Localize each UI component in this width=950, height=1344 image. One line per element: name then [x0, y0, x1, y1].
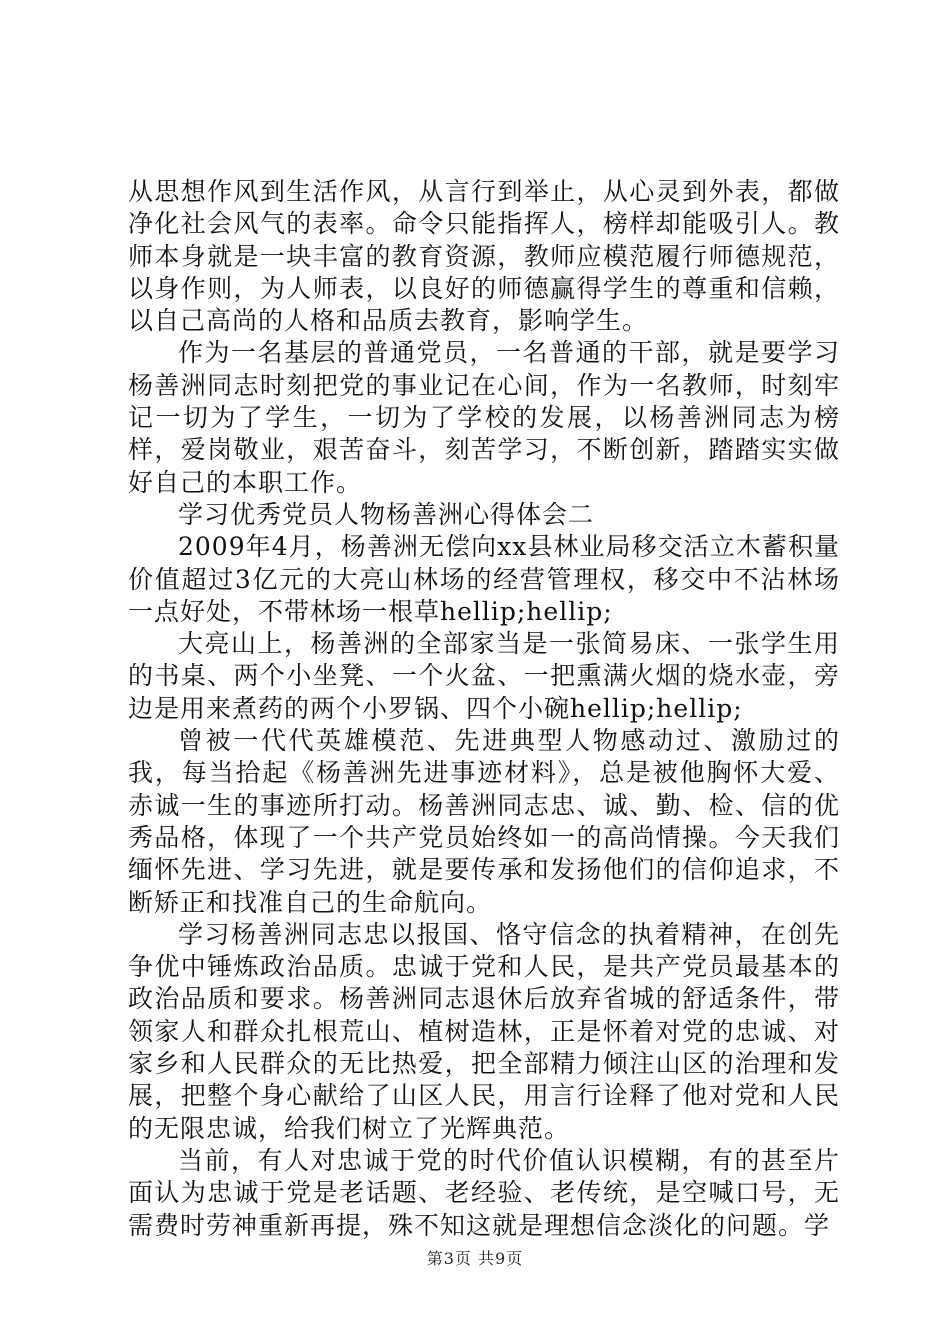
paragraph-1: 从思想作风到生活作风，从言行到举止，从心灵到外表，都做净化社会风气的表率。命令只能指挥人，榜样却能吸引人。教师本身就是一块丰富的教育资源，教师应模范履行师德规范，以身作则，为人师表，以良好的师德赢得学生的尊重和信赖，以自己高尚的人格和品质去教育，影响学生。 — [128, 177, 840, 336]
paragraph-5: 大亮山上，杨善洲的全部家当是一张简易床、一张学生用的书桌、两个小坐凳、一个火盆、一把熏满火烟的烧水壶，旁边是用来煮药的两个小罗锅、四个小碗hellip;hellip; — [128, 629, 840, 723]
paragraph-2: 作为一名基层的普通党员，一名普通的干部，就是要学习杨善洲同志时刻把党的事业记在心间，作为一名教师，时刻牢记一切为了学生，一切为了学校的发展，以杨善洲同志为榜样，爱岗敬业，艰苦奋斗，刻苦学习，不断创新，踏踏实实做好自己的本职工作。 — [128, 338, 840, 497]
page-footer — [0, 1246, 950, 1269]
paragraph-4: 2009年4月，杨善洲无偿向xx县林业局移交活立木蓄积量价值超过3亿元的大亮山林场的经营管理权，移交中不沾林场一点好处，不带林场一根草hellip;hellip; — [128, 532, 840, 626]
document-body — [128, 176, 840, 1242]
section-heading: 学习优秀党员人物杨善洲心得体会二 — [178, 499, 595, 529]
page-number-label: 第3页 共9页 — [426, 1249, 524, 1268]
paragraph-8: 当前，有人对忠诚于党的时代价值认识模糊，有的甚至片面认为忠诚于党是老话题、老经验、老传统，是空喊口号，无需费时劳神重新再提，殊不知这就是理想信念淡化的问题。学 — [128, 1145, 840, 1240]
paragraph-6: 曾被一代代英雄模范、先进典型人物感动过、激励过的我，每当拾起《杨善洲先进事迹材料》，总是被他胸怀大爱、赤诚一生的事迹所打动。杨善洲同志忠、诚、勤、检、信的优秀品格，体现了一个共产党员始终如一的高尚情操。今天我们缅怀先进、学习先进，就是要传承和发扬他们的信仰追求，不断矫正和找准自己的生命航向。 — [128, 726, 840, 917]
paragraph-7: 学习杨善洲同志忠以报国、恪守信念的执着精神，在创先争优中锤炼政治品质。忠诚于党和人民，是共产党员最基本的政治品质和要求。杨善洲同志退休后放弃省城的舒适条件，带领家人和群众扎根荒山、植树造林，正是怀着对党的忠诚、对家乡和人民群众的无比热爱，把全部精力倾注山区的治理和发展，把整个身心献给了山区人民，用言行诠释了他对党和人民的无限忠诚，给我们树立了光辉典范。 — [128, 919, 840, 1143]
